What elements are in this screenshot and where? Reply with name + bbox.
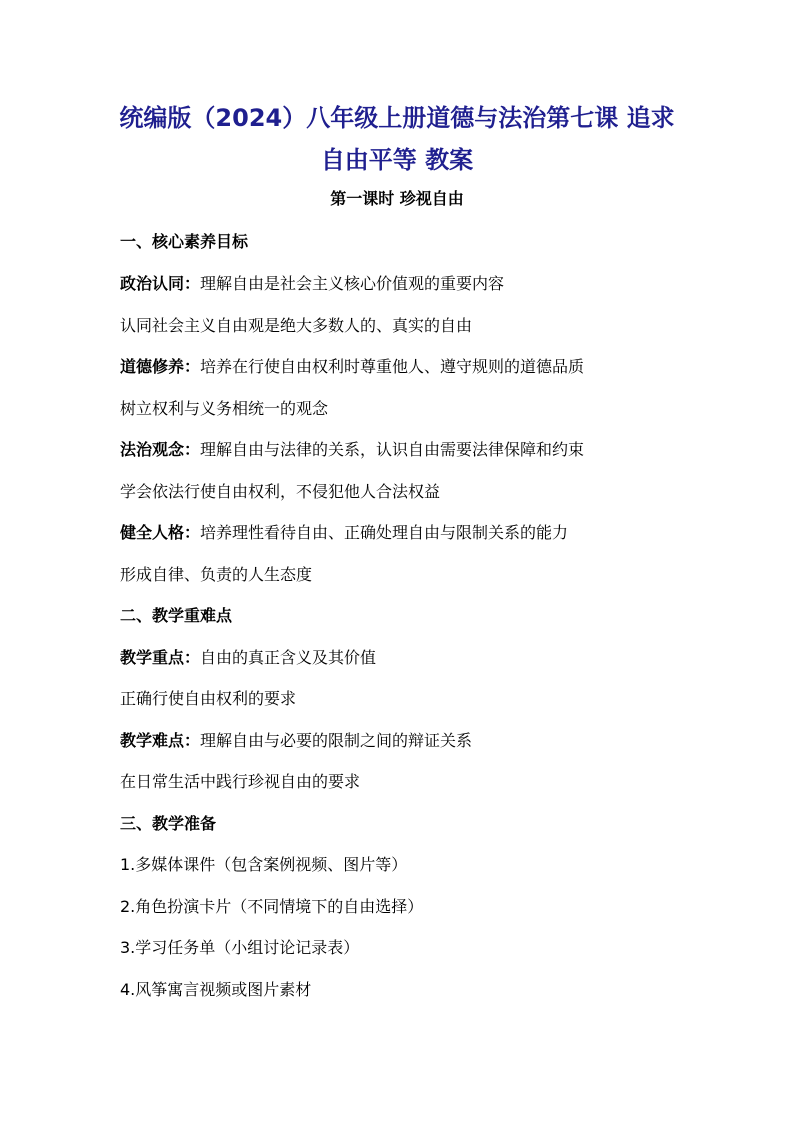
objective-political-cont: 认同社会主义自由观是绝大多数人的、真实的自由: [120, 316, 473, 335]
preparation-item: 4.风筝寓言视频或图片素材: [120, 980, 312, 999]
objective-label: 道德修养：: [120, 357, 201, 376]
objective-law: [120, 438, 680, 462]
objective-text: 培养理性看待自由、正确处理自由与限制关系的能力: [200, 523, 569, 542]
objective-label: 法治观念：: [120, 440, 201, 459]
objective-political: [120, 272, 680, 296]
objective-personality-cont: 形成自律、负责的人生态度: [120, 565, 313, 584]
difficult-point-cont: 在日常生活中践行珍视自由的要求: [120, 772, 361, 791]
objective-label: 政治认同：: [120, 274, 201, 293]
difficult-point-text: 理解自由与必要的限制之间的辩证关系: [200, 731, 473, 750]
title-line-2: 自由平等 教案: [320, 146, 474, 174]
preparation-item: 1.多媒体课件（包含案例视频、图片等）: [120, 855, 408, 874]
difficult-point-label: 教学难点：: [120, 731, 201, 750]
title-line-1: 统编版（2024）八年级上册道德与法治第七课 追求: [119, 104, 675, 132]
section-heading-key-points: 二、教学重难点: [120, 606, 233, 625]
objective-text: 理解自由是社会主义核心价值观的重要内容: [200, 274, 505, 293]
key-point-text: 自由的真正含义及其价值: [200, 648, 377, 667]
objective-personality: [120, 521, 680, 545]
document-title: [100, 101, 694, 177]
difficult-point: [120, 729, 680, 753]
objective-law-cont: 学会依法行使自由权利，不侵犯他人合法权益: [120, 482, 441, 501]
preparation-item: 3.学习任务单（小组讨论记录表）: [120, 938, 360, 957]
objective-text: 培养在行使自由权利时尊重他人、遵守规则的道德品质: [200, 357, 585, 376]
objective-moral: [120, 355, 680, 379]
objective-moral-cont: 树立权利与义务相统一的观念: [120, 399, 329, 418]
objective-text: 理解自由与法律的关系，认识自由需要法律保障和约束: [200, 440, 585, 459]
preparation-item: 2.角色扮演卡片（不同情境下的自由选择）: [120, 897, 424, 916]
lesson-subtitle: 第一课时 珍视自由: [330, 189, 464, 208]
section-heading-preparation: 三、教学准备: [120, 814, 217, 833]
section-heading-objectives: 一、核心素养目标: [120, 232, 249, 251]
key-point-label: 教学重点：: [120, 648, 201, 667]
objective-label: 健全人格：: [120, 523, 201, 542]
key-point-cont: 正确行使自由权利的要求: [120, 689, 297, 708]
key-point: [120, 646, 680, 670]
